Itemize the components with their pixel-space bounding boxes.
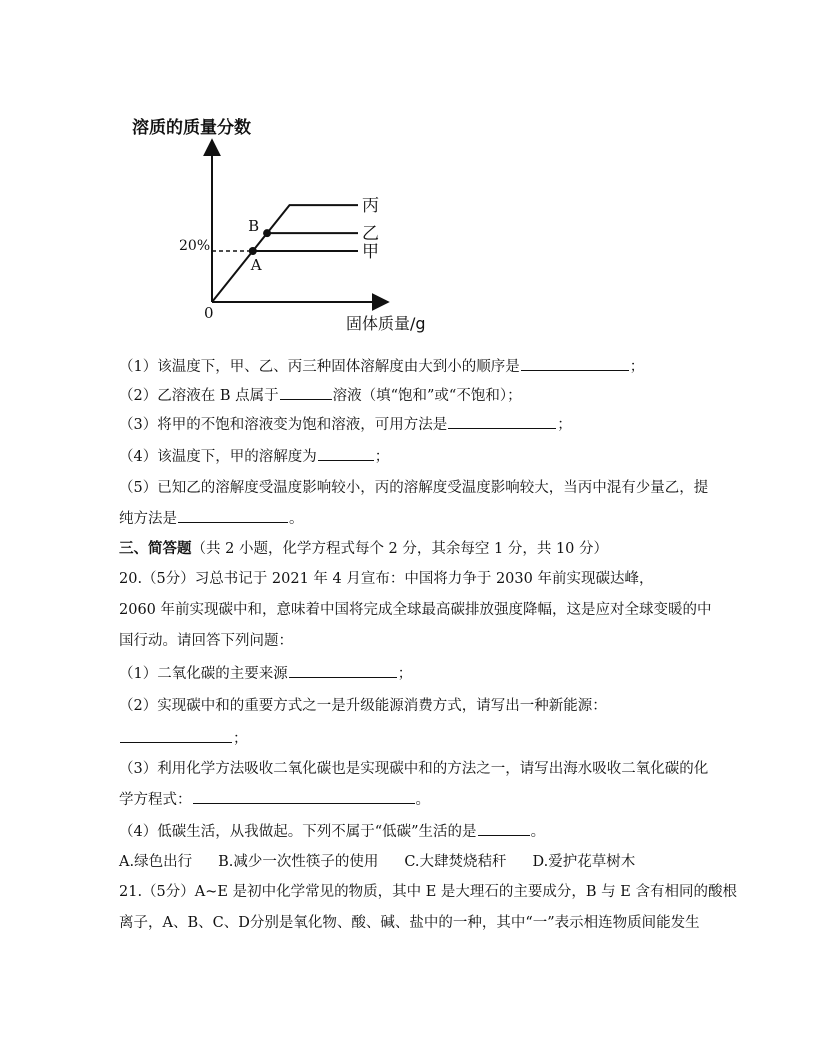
y-tick-label: 20% bbox=[179, 238, 211, 254]
q20-part3-line1: （3）利用化学方法吸收二氧化碳也是实现碳中和的方法之一，请写出海水吸收二氧化碳的化 bbox=[119, 761, 709, 777]
series-yi-label: 乙 bbox=[362, 224, 379, 245]
option-b[interactable]: B.减少一次性筷子的使用 bbox=[218, 854, 379, 870]
option-a[interactable]: A.绿色出行 bbox=[119, 854, 193, 870]
solubility-chart bbox=[118, 108, 458, 338]
answer-blank[interactable] bbox=[478, 821, 530, 836]
q19-part5-line1: （5）已知乙的溶解度受温度影响较小，丙的溶解度受温度影响较大，当丙中混有少量乙，提 bbox=[119, 480, 709, 496]
point-a-label: A bbox=[250, 256, 262, 274]
section-note: （共 2 小题，化学方程式每个 2 分，其余每空 1 分，共 10 分） bbox=[191, 541, 608, 557]
q19-part3: （3）将甲的不饱和溶液变为饱和溶液，可用方法是 ； bbox=[119, 414, 719, 435]
q20-intro-line1: 20.（5分）习总书记于 2021 年 4 月宣布：中国将力争于 2030 年前实现碳达峰， bbox=[119, 571, 654, 587]
q21-line1: 21.（5分）A~E 是初中化学常见的物质，其中 E 是大理石的主要成分，B 与 E 含有相同的酸根 bbox=[119, 884, 737, 900]
point-a bbox=[249, 247, 257, 255]
q20-part1: （1）二氧化碳的主要来源 ； bbox=[119, 663, 719, 684]
section-heading bbox=[119, 539, 719, 559]
point-b bbox=[263, 229, 271, 237]
point-b-label: B bbox=[248, 217, 260, 236]
series-bing-line bbox=[212, 205, 358, 302]
answer-blank[interactable] bbox=[448, 414, 556, 429]
origin-label: 0 bbox=[204, 304, 214, 322]
section-title: 三、简答题 bbox=[119, 540, 192, 557]
q19-part5-line2: 纯方法是 。 bbox=[119, 508, 719, 529]
option-d[interactable]: D.爱护花草树木 bbox=[532, 854, 636, 870]
q20-part2: （2）实现碳中和的重要方式之一是升级能源消费方式，请写出一种新能源： bbox=[119, 698, 607, 714]
option-c[interactable]: C.大肆焚烧秸秆 bbox=[404, 854, 507, 870]
q19-part4: （4）该温度下，甲的溶解度为 ； bbox=[119, 446, 719, 467]
answer-blank[interactable] bbox=[280, 385, 332, 400]
answer-blank[interactable] bbox=[289, 663, 397, 678]
q19-part2: （2）乙溶液在 B 点属于 溶液（填“饱和”或“不饱和）； bbox=[119, 385, 719, 406]
q20-part4: （4）低碳生活，从我做起。下列不属于“低碳”生活的是 。 bbox=[119, 821, 719, 842]
q20-intro-line3: 国行动。请回答下列问题： bbox=[119, 633, 293, 649]
answer-blank[interactable] bbox=[178, 508, 288, 523]
series-jia-label: 甲 bbox=[362, 242, 379, 262]
y-axis-label: 溶质的质量分数 bbox=[132, 118, 251, 138]
answer-blank[interactable] bbox=[318, 446, 374, 461]
q20-options bbox=[119, 852, 719, 872]
q20-part2-answer: ； bbox=[119, 728, 719, 749]
q20-part3-line2: 学方程式： 。 bbox=[119, 789, 719, 810]
q20-intro-line2: 2060 年前实现碳中和，意味着中国将完成全球最高碳排放强度降幅，这是应对全球变暖的中 bbox=[119, 602, 712, 618]
answer-blank[interactable] bbox=[521, 356, 629, 371]
answer-blank[interactable] bbox=[193, 789, 415, 804]
answer-blank[interactable] bbox=[120, 728, 232, 743]
q19-part1: （1）该温度下，甲、乙、丙三种固体溶解度由大到小的顺序是 ； bbox=[119, 356, 719, 377]
series-bing-label: 丙 bbox=[362, 196, 379, 217]
x-axis-label: 固体质量/g bbox=[346, 314, 426, 333]
q21-line2: 离子，A、B、C、D分别是氧化物、酸、碱、盐中的一种，其中“一”表示相连物质间能发生 bbox=[119, 915, 700, 931]
